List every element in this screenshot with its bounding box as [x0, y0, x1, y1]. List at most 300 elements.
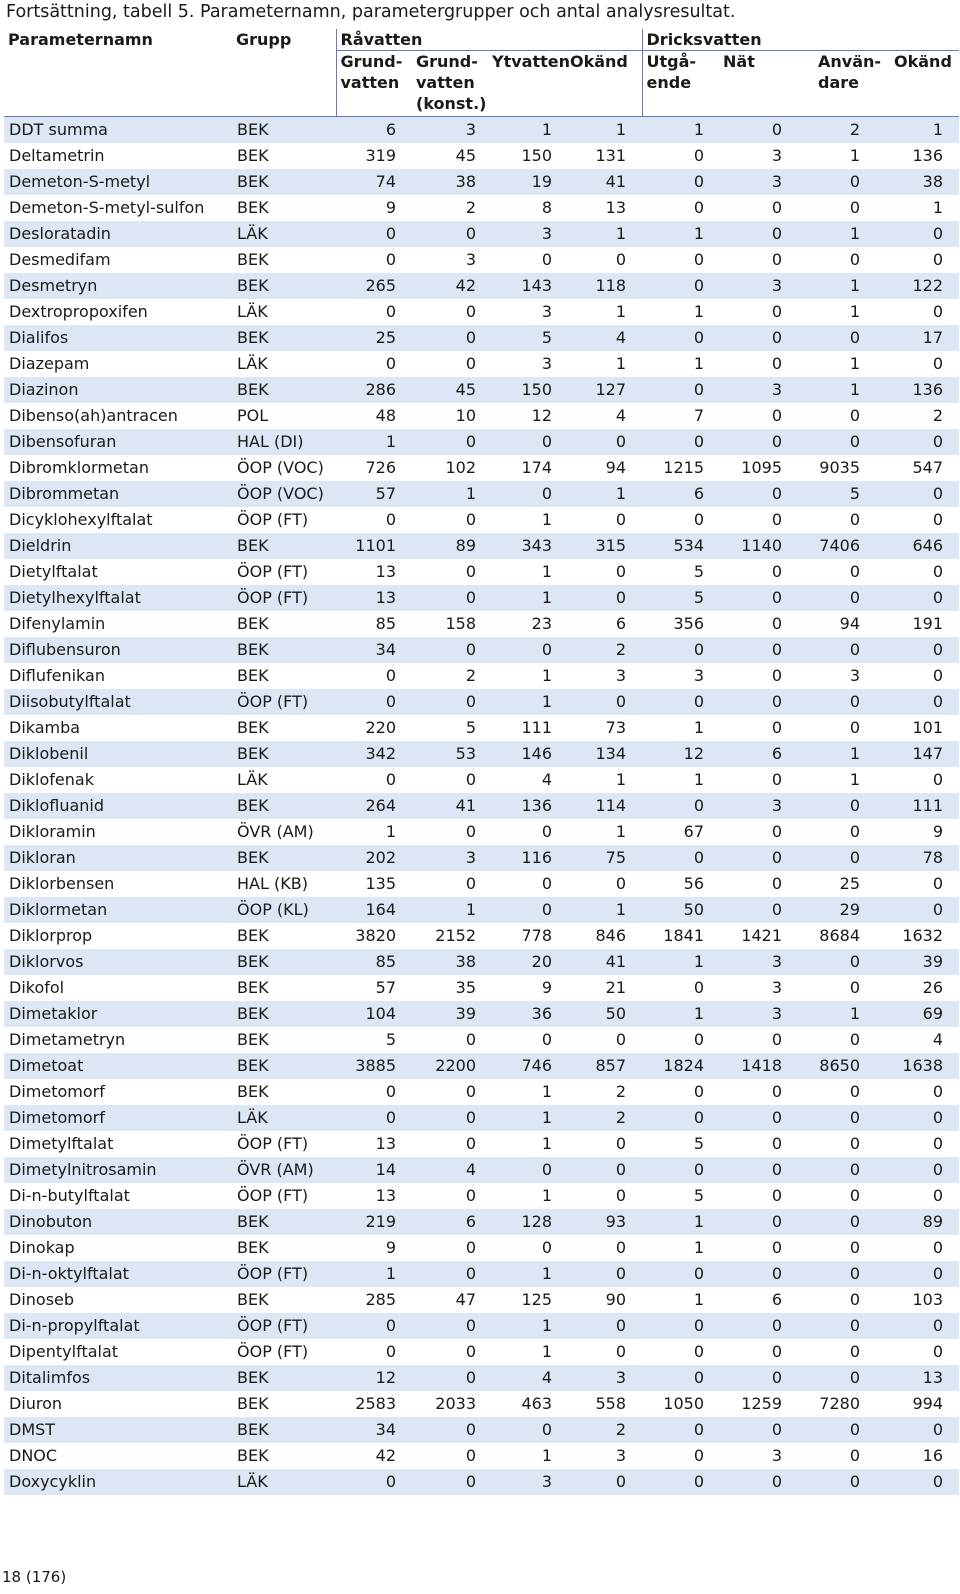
count-cell: 0: [642, 1365, 720, 1391]
count-cell: 57: [336, 975, 412, 1001]
count-cell: 3: [720, 949, 798, 975]
parameter-name-cell: Dibensofuran: [4, 429, 232, 455]
count-cell: 25: [798, 871, 876, 897]
count-cell: 103: [876, 1287, 959, 1313]
count-cell: 26: [876, 975, 959, 1001]
count-cell: 174: [492, 455, 568, 481]
count-cell: 0: [720, 1365, 798, 1391]
count-cell: 29: [798, 897, 876, 923]
count-cell: 12: [642, 741, 720, 767]
count-cell: 111: [492, 715, 568, 741]
count-cell: 0: [876, 663, 959, 689]
count-cell: 0: [876, 1183, 959, 1209]
count-cell: 3885: [336, 1053, 412, 1079]
count-cell: 13: [336, 585, 412, 611]
count-cell: 0: [720, 767, 798, 793]
group-cell: BEK: [232, 1287, 336, 1313]
count-cell: 5: [642, 585, 720, 611]
count-cell: 1095: [720, 455, 798, 481]
table-row: [4, 455, 959, 481]
count-cell: 1259: [720, 1391, 798, 1417]
count-cell: 0: [876, 247, 959, 273]
count-cell: 1215: [642, 455, 720, 481]
count-cell: 38: [876, 169, 959, 195]
parameter-name-cell: DNOC: [4, 1443, 232, 1469]
table-row: [4, 663, 959, 689]
count-cell: 9: [876, 819, 959, 845]
count-cell: 2: [876, 403, 959, 429]
count-cell: 2: [568, 1417, 642, 1443]
parameter-name-cell: Dimetomorf: [4, 1105, 232, 1131]
count-cell: 0: [798, 949, 876, 975]
count-cell: 90: [568, 1287, 642, 1313]
parameter-name-cell: Dikloran: [4, 845, 232, 871]
count-cell: 0: [336, 1339, 412, 1365]
parameter-name-cell: Demeton-S-metyl: [4, 169, 232, 195]
count-cell: 136: [492, 793, 568, 819]
count-cell: 3: [568, 1443, 642, 1469]
count-cell: 0: [798, 1079, 876, 1105]
table-row: [4, 741, 959, 767]
count-cell: 1: [492, 507, 568, 533]
count-cell: 0: [798, 1261, 876, 1287]
header-row-columns: [4, 51, 959, 117]
count-cell: 558: [568, 1391, 642, 1417]
count-cell: 122: [876, 273, 959, 299]
count-cell: 0: [412, 871, 492, 897]
count-cell: 3: [642, 663, 720, 689]
parameter-name-cell: Deltametrin: [4, 143, 232, 169]
count-cell: 3: [720, 169, 798, 195]
count-cell: 0: [876, 1313, 959, 1339]
count-cell: 0: [412, 1469, 492, 1495]
count-cell: 0: [412, 1105, 492, 1131]
count-cell: 1: [412, 897, 492, 923]
group-cell: BEK: [232, 793, 336, 819]
count-cell: 20: [492, 949, 568, 975]
count-cell: 0: [568, 1235, 642, 1261]
page-number: 18 (176): [2, 1568, 67, 1586]
count-cell: 463: [492, 1391, 568, 1417]
count-cell: 0: [798, 1365, 876, 1391]
parameter-name-cell: Di-n-propylftalat: [4, 1313, 232, 1339]
count-cell: 0: [876, 1417, 959, 1443]
count-cell: 0: [642, 1339, 720, 1365]
count-cell: 0: [798, 689, 876, 715]
header-row-groups: [4, 29, 959, 51]
table-row: [4, 403, 959, 429]
count-cell: 56: [642, 871, 720, 897]
parameter-name-cell: Diklorprop: [4, 923, 232, 949]
count-cell: 5: [412, 715, 492, 741]
count-cell: 0: [568, 585, 642, 611]
count-cell: 0: [720, 1339, 798, 1365]
count-cell: 1: [568, 117, 642, 144]
count-cell: 19: [492, 169, 568, 195]
count-cell: 0: [492, 897, 568, 923]
count-cell: 1: [336, 1261, 412, 1287]
count-cell: 220: [336, 715, 412, 741]
count-cell: 0: [720, 1209, 798, 1235]
count-cell: 0: [412, 559, 492, 585]
count-cell: 0: [642, 1417, 720, 1443]
count-cell: 2583: [336, 1391, 412, 1417]
header-okand-raw: Okänd: [568, 51, 642, 117]
count-cell: 1632: [876, 923, 959, 949]
count-cell: 1101: [336, 533, 412, 559]
parameter-name-cell: Dimetylnitrosamin: [4, 1157, 232, 1183]
count-cell: 0: [642, 1079, 720, 1105]
count-cell: 4: [568, 325, 642, 351]
parameter-name-cell: Di-n-butylftalat: [4, 1183, 232, 1209]
count-cell: 0: [720, 1157, 798, 1183]
count-cell: 1: [492, 117, 568, 144]
parameter-name-cell: Dimetaklor: [4, 1001, 232, 1027]
count-cell: 1: [798, 741, 876, 767]
count-cell: 286: [336, 377, 412, 403]
count-cell: 1: [642, 117, 720, 144]
count-cell: 0: [720, 1079, 798, 1105]
table-row: [4, 1209, 959, 1235]
count-cell: 6: [568, 611, 642, 637]
count-cell: 164: [336, 897, 412, 923]
count-cell: 1: [642, 1287, 720, 1313]
count-cell: 264: [336, 793, 412, 819]
count-cell: 0: [336, 1079, 412, 1105]
count-cell: 3: [492, 221, 568, 247]
count-cell: 1841: [642, 923, 720, 949]
count-cell: 0: [642, 1105, 720, 1131]
count-cell: 0: [412, 1131, 492, 1157]
header-parametername: Parameternamn: [8, 30, 153, 49]
table-row: [4, 481, 959, 507]
count-cell: 13: [336, 1131, 412, 1157]
count-cell: 726: [336, 455, 412, 481]
table-row: [4, 1313, 959, 1339]
count-cell: 0: [876, 481, 959, 507]
group-cell: BEK: [232, 923, 336, 949]
count-cell: 0: [798, 637, 876, 663]
count-cell: 38: [412, 169, 492, 195]
group-cell: BEK: [232, 1027, 336, 1053]
count-cell: 0: [720, 195, 798, 221]
parameter-name-cell: DDT summa: [4, 117, 232, 144]
count-cell: 1: [568, 767, 642, 793]
parameter-name-cell: Diflubensuron: [4, 637, 232, 663]
count-cell: 3: [412, 117, 492, 144]
count-cell: 0: [412, 221, 492, 247]
count-cell: 0: [336, 507, 412, 533]
count-cell: 0: [798, 819, 876, 845]
count-cell: 1638: [876, 1053, 959, 1079]
count-cell: 0: [412, 429, 492, 455]
count-cell: 0: [568, 429, 642, 455]
count-cell: 0: [412, 1339, 492, 1365]
count-cell: 0: [412, 1261, 492, 1287]
table-row: [4, 1157, 959, 1183]
count-cell: 0: [568, 1157, 642, 1183]
count-cell: 13: [876, 1365, 959, 1391]
count-cell: 0: [876, 1079, 959, 1105]
count-cell: 5: [798, 481, 876, 507]
count-cell: 158: [412, 611, 492, 637]
count-cell: 0: [336, 1469, 412, 1495]
count-cell: 0: [798, 247, 876, 273]
count-cell: 1418: [720, 1053, 798, 1079]
header-drinking-water: Dricksvatten: [642, 29, 959, 51]
table-row: [4, 819, 959, 845]
header-ytvatten: Ytvatten: [492, 51, 568, 117]
count-cell: 0: [720, 325, 798, 351]
count-cell: 0: [876, 1261, 959, 1287]
table-row: [4, 923, 959, 949]
group-cell: BEK: [232, 949, 336, 975]
table-row: [4, 1365, 959, 1391]
count-cell: 0: [492, 1417, 568, 1443]
count-cell: 0: [642, 1027, 720, 1053]
count-cell: 0: [876, 1469, 959, 1495]
count-cell: 1: [798, 351, 876, 377]
count-cell: 1: [568, 351, 642, 377]
count-cell: 0: [720, 403, 798, 429]
count-cell: 0: [798, 793, 876, 819]
group-cell: POL: [232, 403, 336, 429]
count-cell: 0: [876, 221, 959, 247]
count-cell: 1: [798, 299, 876, 325]
count-cell: 534: [642, 533, 720, 559]
count-cell: 1: [876, 117, 959, 144]
group-cell: BEK: [232, 169, 336, 195]
count-cell: 3820: [336, 923, 412, 949]
count-cell: 0: [798, 1105, 876, 1131]
count-cell: 50: [568, 1001, 642, 1027]
count-cell: 342: [336, 741, 412, 767]
count-cell: 1: [492, 663, 568, 689]
table-row: [4, 559, 959, 585]
parameter-name-cell: Dextropropoxifen: [4, 299, 232, 325]
count-cell: 0: [642, 195, 720, 221]
count-cell: 202: [336, 845, 412, 871]
table-row: [4, 429, 959, 455]
group-cell: BEK: [232, 741, 336, 767]
count-cell: 7280: [798, 1391, 876, 1417]
group-cell: BEK: [232, 663, 336, 689]
table-row: [4, 1183, 959, 1209]
count-cell: 0: [798, 1443, 876, 1469]
parameter-name-cell: Dietylftalat: [4, 559, 232, 585]
count-cell: 0: [336, 247, 412, 273]
count-cell: 1050: [642, 1391, 720, 1417]
count-cell: 0: [720, 1027, 798, 1053]
count-cell: 3: [412, 247, 492, 273]
count-cell: 0: [798, 507, 876, 533]
count-cell: 7: [642, 403, 720, 429]
table-row: [4, 1079, 959, 1105]
count-cell: 0: [412, 1183, 492, 1209]
count-cell: 114: [568, 793, 642, 819]
count-cell: 0: [720, 481, 798, 507]
count-cell: 0: [798, 975, 876, 1001]
count-cell: 0: [876, 1235, 959, 1261]
count-cell: 147: [876, 741, 959, 767]
count-cell: 74: [336, 169, 412, 195]
parameter-name-cell: Dimetoat: [4, 1053, 232, 1079]
parameter-name-cell: Dikofol: [4, 975, 232, 1001]
count-cell: 0: [798, 1313, 876, 1339]
count-cell: 2: [412, 663, 492, 689]
count-cell: 0: [568, 1131, 642, 1157]
parameter-name-cell: Dicyklohexylftalat: [4, 507, 232, 533]
count-cell: 104: [336, 1001, 412, 1027]
table-row: [4, 793, 959, 819]
table-row: [4, 377, 959, 403]
group-cell: ÖOP (FT): [232, 1183, 336, 1209]
count-cell: 38: [412, 949, 492, 975]
count-cell: 47: [412, 1287, 492, 1313]
count-cell: 1: [336, 429, 412, 455]
count-cell: 13: [336, 1183, 412, 1209]
table-row: [4, 845, 959, 871]
count-cell: 0: [798, 1235, 876, 1261]
count-cell: 0: [568, 1183, 642, 1209]
count-cell: 14: [336, 1157, 412, 1183]
parameter-name-cell: Diklormetan: [4, 897, 232, 923]
group-cell: BEK: [232, 377, 336, 403]
count-cell: 1: [492, 1183, 568, 1209]
count-cell: 1: [336, 819, 412, 845]
parameter-name-cell: Dimetylftalat: [4, 1131, 232, 1157]
count-cell: 0: [642, 143, 720, 169]
count-cell: 0: [492, 871, 568, 897]
table-row: [4, 299, 959, 325]
count-cell: 0: [720, 559, 798, 585]
parameter-name-cell: Demeton-S-metyl-sulfon: [4, 195, 232, 221]
count-cell: 1: [642, 1209, 720, 1235]
count-cell: 0: [412, 1365, 492, 1391]
count-cell: 1: [492, 1105, 568, 1131]
parameter-name-cell: Doxycyklin: [4, 1469, 232, 1495]
count-cell: 4: [492, 767, 568, 793]
count-cell: 0: [642, 507, 720, 533]
table-row: [4, 1261, 959, 1287]
count-cell: 343: [492, 533, 568, 559]
count-cell: 42: [412, 273, 492, 299]
group-cell: ÖOP (FT): [232, 1339, 336, 1365]
table-row: [4, 949, 959, 975]
count-cell: 0: [720, 845, 798, 871]
table-row: [4, 273, 959, 299]
count-cell: 45: [412, 143, 492, 169]
count-cell: 0: [798, 1027, 876, 1053]
count-cell: 6: [642, 481, 720, 507]
count-cell: 102: [412, 455, 492, 481]
group-cell: BEK: [232, 1235, 336, 1261]
count-cell: 1: [568, 299, 642, 325]
group-cell: BEK: [232, 975, 336, 1001]
parameter-name-cell: Desmedifam: [4, 247, 232, 273]
count-cell: 994: [876, 1391, 959, 1417]
count-cell: 0: [876, 429, 959, 455]
count-cell: 1140: [720, 533, 798, 559]
count-cell: 0: [798, 403, 876, 429]
count-cell: 285: [336, 1287, 412, 1313]
group-cell: ÖOP (FT): [232, 1313, 336, 1339]
count-cell: 0: [568, 1469, 642, 1495]
table-row: [4, 1131, 959, 1157]
table-row: [4, 767, 959, 793]
count-cell: 0: [720, 429, 798, 455]
table-row: [4, 1001, 959, 1027]
group-cell: ÖOP (FT): [232, 585, 336, 611]
table-row: [4, 325, 959, 351]
group-cell: ÖOP (FT): [232, 559, 336, 585]
count-cell: 3: [720, 1001, 798, 1027]
count-cell: 0: [492, 819, 568, 845]
count-cell: 1: [568, 819, 642, 845]
count-cell: 3: [568, 1365, 642, 1391]
count-cell: 0: [798, 1287, 876, 1313]
analysis-results-table: [4, 29, 959, 1495]
count-cell: 0: [720, 247, 798, 273]
count-cell: 0: [642, 325, 720, 351]
count-cell: 1: [568, 897, 642, 923]
count-cell: 67: [642, 819, 720, 845]
count-cell: 547: [876, 455, 959, 481]
count-cell: 0: [720, 585, 798, 611]
count-cell: 0: [720, 1131, 798, 1157]
count-cell: 0: [642, 429, 720, 455]
count-cell: 6: [336, 117, 412, 144]
group-cell: HAL (KB): [232, 871, 336, 897]
header-raw-water: Råvatten: [336, 29, 642, 51]
table-body: [4, 117, 959, 1496]
group-cell: LÄK: [232, 299, 336, 325]
count-cell: 0: [642, 689, 720, 715]
count-cell: 5: [336, 1027, 412, 1053]
count-cell: 0: [798, 1209, 876, 1235]
group-cell: ÖVR (AM): [232, 819, 336, 845]
count-cell: 0: [876, 559, 959, 585]
count-cell: 0: [568, 871, 642, 897]
count-cell: 0: [412, 637, 492, 663]
count-cell: 5: [642, 1131, 720, 1157]
table-row: [4, 1287, 959, 1313]
count-cell: 1421: [720, 923, 798, 949]
group-cell: BEK: [232, 1365, 336, 1391]
count-cell: 150: [492, 377, 568, 403]
header-group: Grupp: [236, 30, 292, 49]
count-cell: 4: [568, 403, 642, 429]
count-cell: 0: [720, 871, 798, 897]
table-row: [4, 351, 959, 377]
count-cell: 1: [642, 221, 720, 247]
group-cell: BEK: [232, 247, 336, 273]
count-cell: 48: [336, 403, 412, 429]
count-cell: 0: [492, 481, 568, 507]
parameter-name-cell: Dietylhexylftalat: [4, 585, 232, 611]
group-cell: ÖOP (VOC): [232, 455, 336, 481]
count-cell: 0: [642, 975, 720, 1001]
count-cell: 1: [798, 221, 876, 247]
count-cell: 101: [876, 715, 959, 741]
count-cell: 1: [642, 1001, 720, 1027]
count-cell: 69: [876, 1001, 959, 1027]
count-cell: 0: [336, 351, 412, 377]
table-row: [4, 611, 959, 637]
count-cell: 12: [336, 1365, 412, 1391]
count-cell: 0: [642, 793, 720, 819]
parameter-name-cell: Dimetomorf: [4, 1079, 232, 1105]
